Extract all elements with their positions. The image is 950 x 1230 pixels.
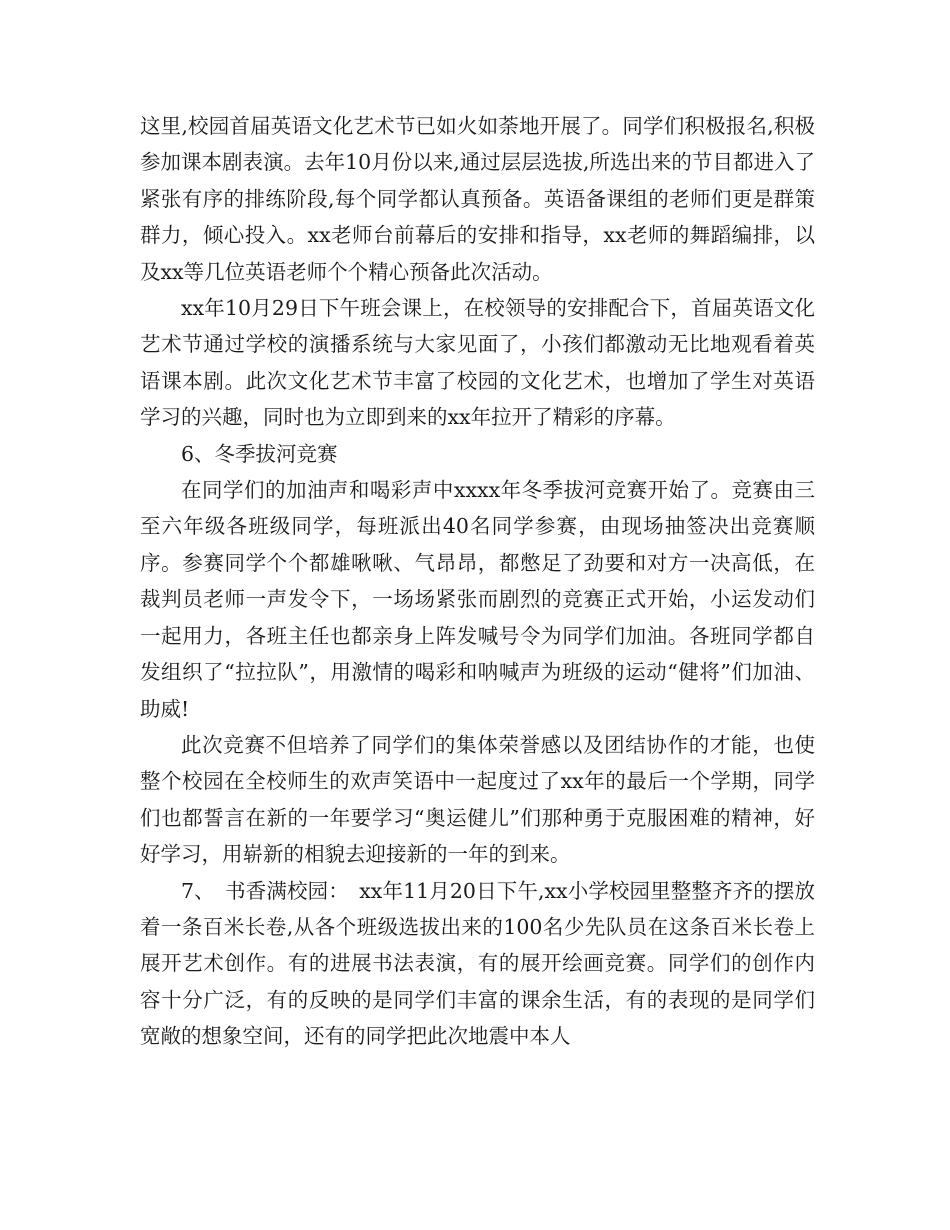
section-heading-tug-of-war: 6、冬季拔河竞赛 <box>181 441 338 466</box>
paragraph-english-festival-intro: 这里,校园首届英语文化艺术节已如火如荼地开展了。同学们积极报名,积极参加课本剧表演。去年10月份以来,通过层层选拔,所选出来的节目都进入了紧张有序的排练阶段,每个同学都认真预备。英语备课组的老师们更是群策群力，倾心投入。xx老师台前幕后的安排和指导，xx老师的舞蹈编排，以及xx等几位英语老师个个精心预备此次活动。 <box>140 114 815 284</box>
paragraph-tug-of-war-match: 在同学们的加油声和喝彩声中xxxx年冬季拔河竞赛开始了。竞赛由三至六年级各班级同学，每班派出40名同学参赛，由现场抽签决出竞赛顺序。参赛同学个个都雄啾啾、气昂昂，都憋足了劲要和对方一决高低，在裁判员老师一声发令下，一场场紧张而剧烈的竞赛正式开始，小运发动们一起用力，各班主任也都亲身上阵发喊号令为同学们加油。各班同学都自发组织了“拉拉队”，用激情的喝彩和呐喊声为班级的运动“健将”们加油、助威! <box>140 478 815 721</box>
paragraph-tug-of-war-summary: 此次竞赛不但培养了同学们的集体荣誉感以及团结协作的才能，也使整个校园在全校师生的欢声笑语中一起度过了xx年的最后一个学期，同学们也都誓言在新的一年要学习“奥运健儿”们那种勇于克服困难的精神，好好学习，用崭新的相貌去迎接新的一年的到来。 <box>140 732 815 867</box>
paragraph-book-fragrance-campus: 7、 书香满校园： xx年11月20日下午,xx小学校园里整整齐齐的摆放着一条百米长卷,从各个班级选拔出来的100名少先队员在这条百米长卷上展开艺术创作。有的进展书法表演，有的展开绘画竞赛。同学们的创作内容十分广泛，有的反映的是同学们丰富的课余生活，有的表现的是同学们宽敞的想象空间，还有的同学把此次地震中本人 <box>140 878 815 1049</box>
document-page <box>140 108 815 1055</box>
paragraph-english-festival-show: xx年10月29日下午班会课上，在校领导的安排配合下，首届英语文化艺术节通过学校的演播系统与大家见面了，小孩们都激动无比地观看着英语课本剧。此次文化艺术节丰富了校园的文化艺术，也增加了学生对英语学习的兴趣，同时也为立即到来的xx年拉开了精彩的序幕。 <box>140 296 815 430</box>
